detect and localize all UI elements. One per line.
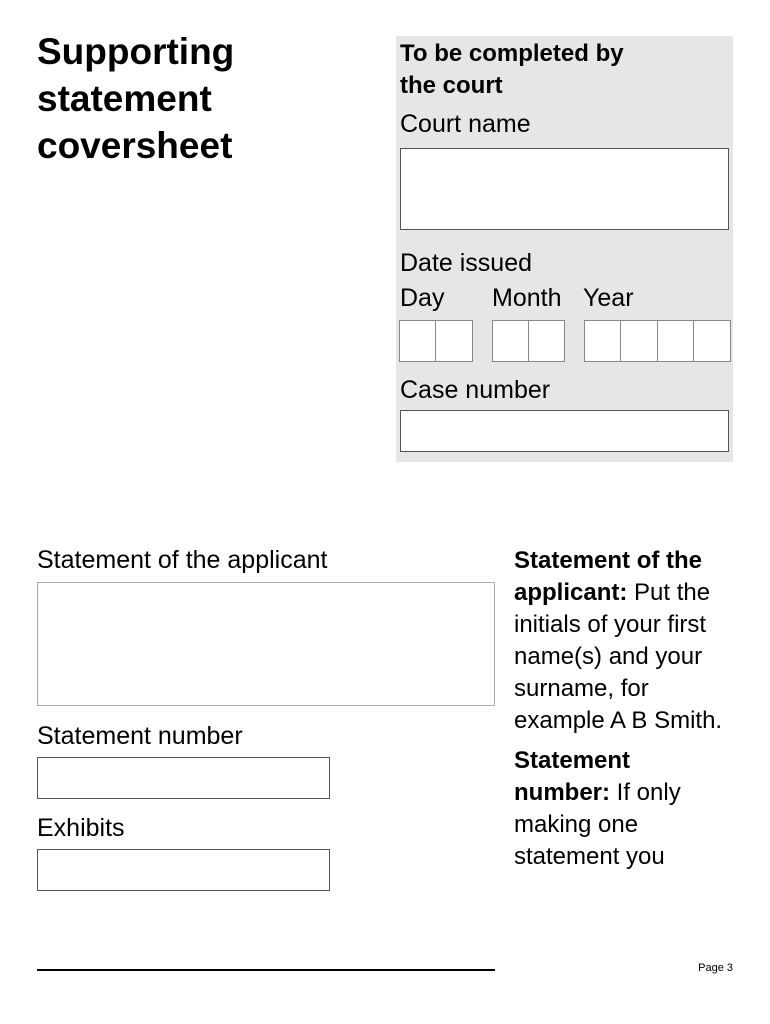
applicant-guidance-heading: Statement of the applicant: xyxy=(514,547,703,606)
year-label: Year xyxy=(583,284,634,312)
case-number-field[interactable] xyxy=(400,410,729,452)
title-line: Supporting xyxy=(37,31,235,72)
year-digit-cell[interactable] xyxy=(621,321,657,361)
court-panel-heading-line: To be completed by xyxy=(400,40,624,67)
court-name-field[interactable] xyxy=(400,148,729,230)
day-field[interactable] xyxy=(399,320,473,362)
month-field[interactable] xyxy=(492,320,565,362)
number-guidance xyxy=(514,745,729,873)
exhibits-label: Exhibits xyxy=(37,814,125,842)
title-line: statement xyxy=(37,78,212,119)
statement-of-applicant-label: Statement of the applicant xyxy=(37,546,328,574)
page-title xyxy=(37,28,367,169)
applicant-guidance xyxy=(514,545,729,737)
statement-of-applicant-field[interactable] xyxy=(37,582,495,706)
case-number-label: Case number xyxy=(400,376,551,404)
footer-divider xyxy=(37,969,495,971)
applicant-guidance-text: Put the initials of your first name(s) and your surname, for example A B Smith. xyxy=(514,579,723,734)
guidance-notes xyxy=(514,545,729,873)
statement-number-label: Statement number xyxy=(37,722,243,750)
exhibits-field[interactable] xyxy=(37,849,330,891)
court-name-label: Court name xyxy=(400,110,531,138)
month-label: Month xyxy=(492,284,562,312)
year-field[interactable] xyxy=(584,320,731,362)
day-digit-cell[interactable] xyxy=(436,321,472,361)
number-guidance-text: If only making one statement you xyxy=(514,779,681,870)
statement-number-field[interactable] xyxy=(37,757,330,799)
year-digit-cell[interactable] xyxy=(694,321,730,361)
day-digit-cell[interactable] xyxy=(400,321,436,361)
month-digit-cell[interactable] xyxy=(493,321,529,361)
date-issued-label: Date issued xyxy=(400,249,533,277)
number-guidance-heading: Statement number: xyxy=(514,747,631,806)
year-digit-cell[interactable] xyxy=(585,321,621,361)
page-number: Page 3 xyxy=(698,962,733,974)
day-label: Day xyxy=(400,284,445,312)
title-line: coversheet xyxy=(37,125,233,166)
court-use-panel xyxy=(396,36,733,462)
court-panel-heading xyxy=(400,38,720,102)
month-digit-cell[interactable] xyxy=(529,321,564,361)
court-panel-heading-line: the court xyxy=(400,72,503,99)
year-digit-cell[interactable] xyxy=(658,321,694,361)
